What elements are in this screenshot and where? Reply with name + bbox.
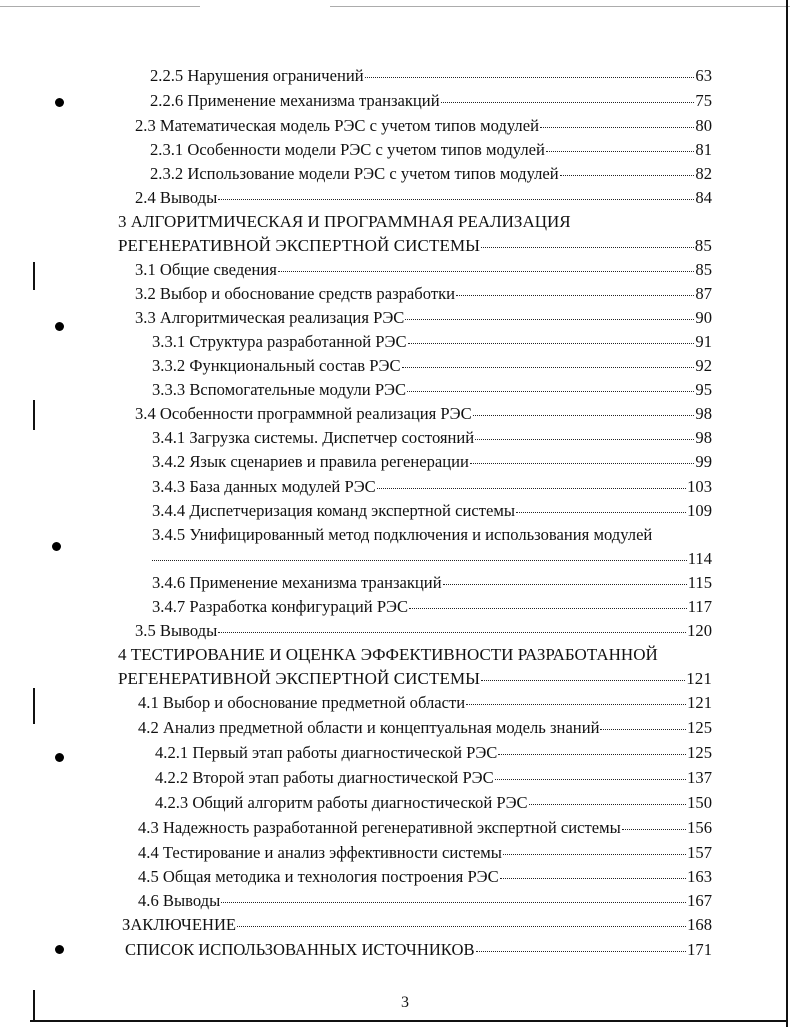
toc-entry [138,718,712,738]
toc-entry [122,915,712,935]
toc-entry [138,843,712,863]
toc-entry-title: 2.4 Выводы [135,188,218,207]
toc-entry-page: 103 [687,477,712,496]
scan-left-mark-1 [33,262,35,290]
toc-entry-page: 137 [687,768,712,787]
toc-entry [138,693,712,713]
toc-entry-page: 156 [687,818,712,837]
toc-entry [152,452,712,472]
toc-entry [135,260,712,280]
toc-chapter-title-line1: 3 АЛГОРИТМИЧЕСКАЯ И ПРОГРАММНАЯ РЕАЛИЗАЦИЯ [118,212,571,231]
toc-entry-page: 63 [695,66,712,85]
toc-entry [152,428,712,448]
scan-right-border [786,0,788,1027]
toc-entry-title: 4.4 Тестирование и анализ эффективности системы [138,843,502,862]
punch-hole-dot [55,98,64,107]
toc-entry [125,940,712,960]
toc-entry-page: 82 [695,164,712,183]
toc-entry-page: 117 [687,597,712,616]
toc-entry [155,793,712,813]
toc-entry-page: 75 [695,91,712,110]
toc-entry-page: 115 [687,573,712,592]
toc-entry-title: 3.1 Общие сведения [135,260,277,279]
toc-entry [135,404,712,424]
toc-entry-page: 168 [687,915,712,934]
toc-entry-title: 3.3.2 Функциональный состав РЭС [152,356,401,375]
toc-entry-page: 114 [687,549,712,568]
scan-bottom-border [30,1020,788,1022]
toc-entry-page: 91 [695,332,712,351]
toc-entry [155,743,712,763]
toc-entry-page: 85 [695,260,712,279]
toc-entry [150,140,712,160]
toc-entry [135,116,712,136]
toc-entry [138,891,712,911]
toc-entry-page: 125 [687,743,712,762]
scan-top-border [0,6,200,7]
toc-entry-title: 4.2 Анализ предметной области и концептуальная модель знаний [138,718,600,737]
page-number: 3 [401,994,409,1011]
toc-entry-page: 99 [695,452,712,471]
scan-top-border-right [330,6,790,7]
toc-chapter-title-line2: РЕГЕНЕРАТИВНОЙ ЭКСПЕРТНОЙ СИСТЕМЫ [118,236,481,255]
scan-left-mark-2 [33,400,35,430]
toc-entry [135,308,712,328]
toc-entry-title: 2.3.1 Особенности модели РЭС с учетом типов модулей [150,140,545,159]
toc-entry [152,501,712,521]
toc-entry [150,66,712,86]
toc-entry-title: 3.4.4 Диспетчеризация команд экспертной системы [152,501,515,520]
toc-entry-page: 98 [695,428,712,447]
toc-entry-page: 121 [687,693,712,712]
toc-entry-page: 95 [695,380,712,399]
punch-hole-dot [55,753,64,762]
toc-entry-title: 3.4 Особенности программной реализация РЭС [135,404,472,423]
toc-entry [152,332,712,352]
punch-hole-dot [55,322,64,331]
toc-entry [135,284,712,304]
toc-entry-title: 3.2 Выбор и обоснование средств разработки [135,284,456,303]
toc-entry [150,164,712,184]
toc-entry-title: 3.4.2 Язык сценариев и правила регенерации [152,452,469,471]
toc-entry-title: 4.2.1 Первый этап работы диагностической РЭС [155,743,498,762]
toc-entry [152,356,712,376]
toc-entry-title: 3.4.6 Применение механизма транзакций [152,573,442,592]
scan-left-mark-3 [33,688,35,724]
toc-entry-page: 121 [686,669,712,688]
punch-hole-dot [52,542,61,551]
toc-entry-title: 4.2.2 Второй этап работы диагностической РЭС [155,768,494,787]
toc-entry-title: 3.4.1 Загрузка системы. Диспетчер состояний [152,428,475,447]
toc-entry-continuation [152,549,712,569]
toc-entry-title: 2.3 Математическая модель РЭС с учетом типов модулей [135,116,539,135]
toc-entry-page: 171 [687,940,712,959]
toc-entry [150,91,712,111]
toc-entry [135,188,712,208]
toc-entry-title: 3.4.3 База данных модулей РЭС [152,477,376,496]
toc-entry-title: 3.3.3 Вспомогательные модули РЭС [152,380,407,399]
toc-entry-title: СПИСОК ИСПОЛЬЗОВАННЫХ ИСТОЧНИКОВ [125,940,475,959]
toc-entry-page: 85 [694,236,712,255]
toc-entry [138,818,712,838]
toc-entry-chapter [118,669,712,689]
toc-entry-title: 3.4.7 Разработка конфигураций РЭС [152,597,409,616]
scan-left-mark-4 [33,990,35,1020]
toc-entry [152,477,712,497]
toc-entry-title: 4.2.3 Общий алгоритм работы диагностической РЭС [155,793,528,812]
toc-entry-page: 90 [695,308,712,327]
toc-entry-page: 163 [687,867,712,886]
toc-entry-page: 120 [687,621,712,640]
toc-entry-page: 87 [695,284,712,303]
toc-entry-page: 150 [687,793,712,812]
toc-entry-page: 157 [687,843,712,862]
toc-chapter-title-line1: 4 ТЕСТИРОВАНИЕ И ОЦЕНКА ЭФФЕКТИВНОСТИ РАЗРАБОТАННОЙ [118,645,658,664]
toc-entry-chapter [118,236,712,256]
toc-entry-title: 3.3 Алгоритмическая реализация РЭС [135,308,405,327]
toc-entry-title: 4.6 Выводы [138,891,221,910]
toc-entry-page: 80 [695,116,712,135]
toc-entry-title: 2.2.6 Применение механизма транзакций [150,91,440,110]
toc-entry-page: 84 [695,188,712,207]
toc-entry-title: 3.5 Выводы [135,621,218,640]
toc-entry [152,597,712,617]
toc-entry-page: 109 [687,501,712,520]
toc-entry-title: 4.5 Общая методика и технология построения РЭС [138,867,499,886]
toc-entry-title: 2.2.5 Нарушения ограничений [150,66,364,85]
toc-entry-title: 4.3 Надежность разработанной регенеративной экспертной системы [138,818,621,837]
punch-hole-dot [55,945,64,954]
toc-entry-page: 125 [687,718,712,737]
toc-entry [138,867,712,887]
toc-entry-page: 98 [695,404,712,423]
toc-entry [135,621,712,641]
toc-entry-page: 81 [695,140,712,159]
toc-entry-title-line1: 3.4.5 Унифицированный метод подключения и использования модулей [152,525,653,544]
toc-entry-title: 3.3.1 Структура разработанной РЭС [152,332,407,351]
toc-entry [155,768,712,788]
toc-entry-title: 4.1 Выбор и обоснование предметной области [138,693,466,712]
toc-entry-title: ЗАКЛЮЧЕНИЕ [122,915,237,934]
toc-entry-page: 167 [687,891,712,910]
toc-entry-title: 2.3.2 Использование модели РЭС с учетом типов модулей [150,164,559,183]
toc-entry-page: 92 [695,356,712,375]
toc-entry [152,573,712,593]
toc-chapter-title-line2: РЕГЕНЕРАТИВНОЙ ЭКСПЕРТНОЙ СИСТЕМЫ [118,669,481,688]
toc-entry [152,380,712,400]
